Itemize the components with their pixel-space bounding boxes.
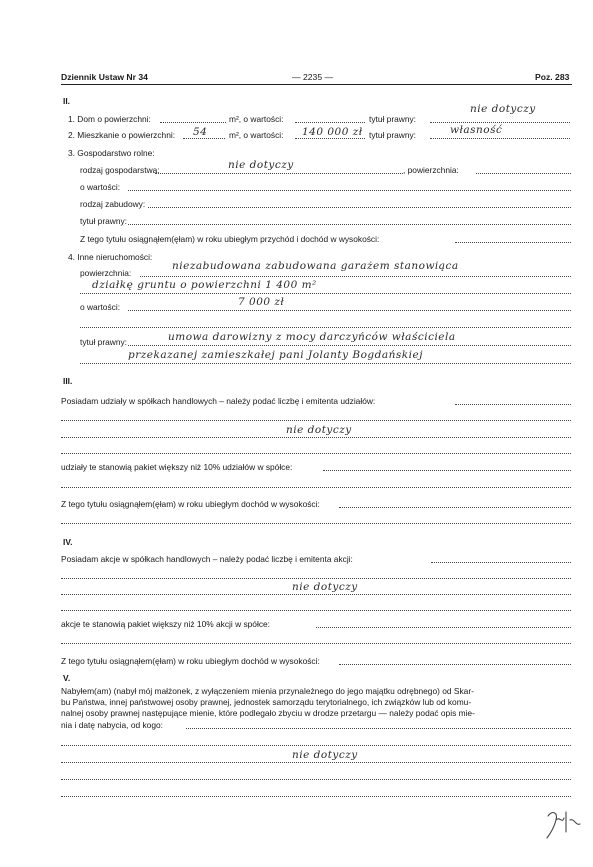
house-value-label: m², o wartości: [229, 114, 284, 124]
farm-legal-label: tytuł prawny: [80, 216, 128, 226]
acquisition-line-1: Nabyłem(am) (nabył mój małżonek, z wyłączeniem mienia przynależnego do jego majątku odrębnego) od Skar- [61, 686, 474, 696]
other-value-line [128, 310, 571, 311]
flat-area-label: 2. Mieszkanie o powierzchni: [68, 130, 176, 140]
acquisition-line-2: bu Państwa, innej państwowej osoby prawnej, jednostek samorządu terytorialnego, ich związków lub od komu- [61, 697, 472, 707]
flat-area-value: 54 [193, 126, 208, 138]
page-number: — 2235 — [292, 72, 334, 82]
stocks-line-4 [61, 610, 571, 611]
signature-initials [544, 808, 584, 842]
farm-area-line [476, 173, 571, 174]
stocks-income-line [339, 664, 571, 665]
farm-kind-label: rodzaj gospodarstwa: [80, 165, 160, 175]
farm-income-label: Z tego tytułu osiągnąłem(ęłam) w roku ubiegłym przychód i dochód w wysokości: [80, 234, 380, 244]
shares-line-2 [61, 420, 571, 421]
shares-packet-line [323, 470, 571, 471]
farm-area-label: , powierzchnia: [403, 165, 459, 175]
acquisition-line-4: nia i datę nabycia, od kogo: [61, 720, 163, 730]
other-legal-hw-2: przekazanej zamieszkałej pani Jolanty Bogdańskiej [128, 349, 423, 361]
header-rule [61, 84, 572, 85]
stocks-packet-line [316, 627, 571, 628]
acquisition-line-d [61, 779, 571, 780]
other-area-line-1 [140, 276, 571, 277]
other-area-label: powierzchnia: [80, 268, 132, 278]
other-value-label: o wartości: [80, 302, 121, 312]
section-v-label: V. [63, 673, 71, 683]
stocks-line-2 [61, 578, 571, 579]
position-number: Poz. 283 [535, 72, 570, 82]
shares-handwritten: nie dotyczy [286, 424, 352, 436]
other-legal-line-2 [80, 363, 571, 364]
other-area-hw-1: niezabudowana zabudowana garażem stanowiąca [172, 260, 459, 272]
journal-title: Dziennik Ustaw Nr 34 [61, 72, 148, 82]
other-area-hw-2: działkę gruntu o powierzchni 1 400 m² [92, 279, 317, 291]
other-area-line-2 [80, 293, 571, 294]
farm-income-line [455, 242, 571, 243]
acquisition-handwritten: nie dotyczy [292, 749, 358, 761]
flat-title-label: tytuł prawny: [369, 130, 417, 140]
other-legal-label: tytuł prawny: [80, 337, 128, 347]
shares-income-line [339, 507, 571, 508]
flat-title-value: własność [450, 124, 503, 136]
other-value-hw: 7 000 zł [238, 296, 285, 308]
farm-kind-line [155, 173, 403, 174]
farm-value-label: o wartości: [80, 182, 121, 192]
farm-buildings-label: rodzaj zabudowy: [80, 199, 146, 209]
house-handwritten: nie dotyczy [470, 103, 536, 115]
stocks-handwritten: nie dotyczy [292, 581, 358, 593]
farm-kind-value: nie dotyczy [228, 159, 294, 171]
house-area-label: 1. Dom o powierzchni: [68, 114, 151, 124]
flat-title-line [430, 138, 570, 139]
acquisition-line-e [61, 796, 571, 797]
stocks-line-3 [61, 594, 571, 595]
section-iii-label: III. [63, 376, 73, 386]
other-legal-hw-1: umowa darowizny z mocy darczyńców właściciela [168, 331, 456, 343]
shares-line-1 [455, 404, 571, 405]
farm-value-line [128, 190, 571, 191]
farm-title: 3. Gospodarstwo rolne: [68, 148, 155, 158]
section-iv-label: IV. [63, 537, 73, 547]
shares-line-3 [61, 437, 571, 438]
farm-legal-line [128, 224, 571, 225]
stocks-packet-label: akcje te stanowią pakiet większy niż 10% akcji w spółce: [61, 619, 271, 629]
house-title-label: tytuł prawny: [369, 114, 417, 124]
shares-income-label: Z tego tytułu osiągnąłem(ęłam) w roku ubiegłym dochód w wysokości: [61, 499, 320, 509]
stocks-label: Posiadam akcje w spółkach handlowych – należy podać liczbę i emitenta akcji: [61, 554, 353, 564]
shares-packet-label: udziały te stanowią pakiet większy niż 10% udziałów w spółce: [61, 462, 293, 472]
house-title-line [430, 122, 570, 123]
stocks-income-label: Z tego tytułu osiągnąłem(ęłam) w roku ubiegłym dochód w wysokości: [61, 656, 320, 666]
stocks-line-1 [431, 562, 571, 563]
acquisition-line-3: nalnej osoby prawnej następujące mienie, które podlegało zbyciu w drodze przetargu — należy podać opis mie- [61, 708, 475, 718]
shares-label: Posiadam udziały w spółkach handlowych – należy podać liczbę i emitenta udziałów: [61, 396, 376, 406]
acquisition-line-b [61, 745, 571, 746]
section-ii-label: II. [63, 96, 70, 106]
other-legal-line-1 [128, 345, 571, 346]
flat-value-label: m², o wartości: [229, 130, 284, 140]
shares-line-4 [61, 453, 571, 454]
other-value-line-2 [80, 327, 571, 328]
house-area-line [160, 122, 226, 123]
shares-income-line-2 [61, 523, 571, 524]
shares-packet-line-2 [61, 487, 571, 488]
stocks-packet-line-2 [61, 643, 571, 644]
farm-buildings-line [148, 207, 571, 208]
acquisition-line-a [186, 728, 571, 729]
flat-value-line [295, 138, 365, 139]
house-value-line [295, 122, 365, 123]
flat-value: 140 000 zł [302, 126, 363, 138]
flat-area-line [183, 138, 225, 139]
acquisition-line-c [61, 762, 571, 763]
other-title: 4. Inne nieruchomości: [68, 252, 153, 262]
